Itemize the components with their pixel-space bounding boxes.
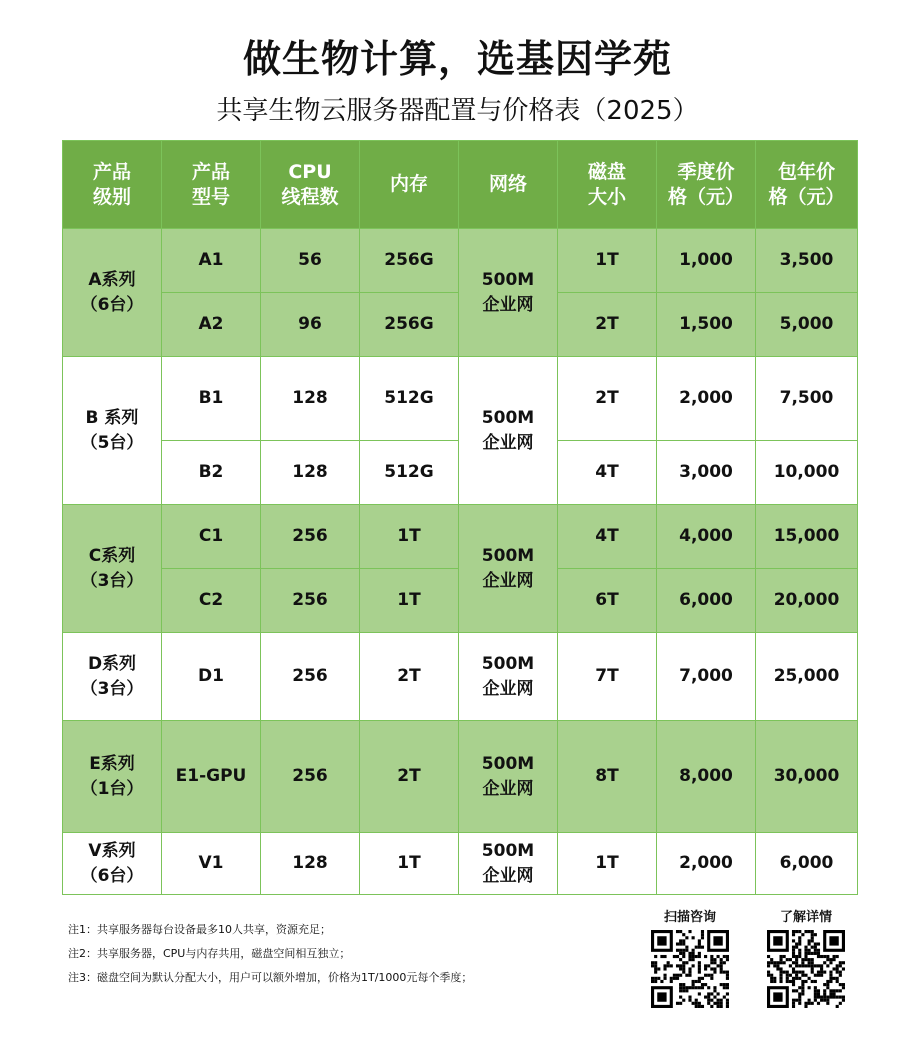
network-cell: 500M 企业网 (459, 505, 558, 633)
quarter-cell: 1,000 (657, 229, 756, 293)
quarter-cell: 6,000 (657, 569, 756, 633)
disk-cell: 4T (558, 505, 657, 569)
quarter-cell: 8,000 (657, 721, 756, 833)
page-title: 做生物计算，选基因学苑 (242, 37, 672, 81)
price-table (62, 140, 858, 895)
qr-label: 了解详情 (779, 910, 832, 925)
qr-code-icon (767, 930, 845, 1008)
table-row (63, 505, 858, 569)
notes (68, 918, 472, 990)
memory-cell: 1T (360, 833, 459, 895)
series-cell: V系列 （6台） (63, 833, 162, 895)
year-cell: 6,000 (756, 833, 858, 895)
header-model: 产品 型号 (162, 141, 261, 229)
series-cell: B 系列 （5台） (63, 357, 162, 505)
disk-cell: 8T (558, 721, 657, 833)
series-cell: A系列 （6台） (63, 229, 162, 357)
disk-cell: 2T (558, 357, 657, 441)
table-row (63, 833, 858, 895)
table-row (63, 721, 858, 833)
year-cell: 3,500 (756, 229, 858, 293)
memory-cell: 512G (360, 357, 459, 441)
cpu-cell: 56 (261, 229, 360, 293)
year-cell: 25,000 (756, 633, 858, 721)
year-cell: 5,000 (756, 293, 858, 357)
memory-cell: 256G (360, 293, 459, 357)
disk-cell: 2T (558, 293, 657, 357)
header-disk: 磁盘 大小 (558, 141, 657, 229)
network-cell: 500M 企业网 (459, 721, 558, 833)
qr-consult[interactable] (648, 908, 732, 1008)
table-row (63, 357, 858, 441)
series-cell: C系列 （3台） (63, 505, 162, 633)
header-level: 产品 级别 (63, 141, 162, 229)
cpu-cell: 256 (261, 569, 360, 633)
memory-cell: 512G (360, 441, 459, 505)
cpu-cell: 256 (261, 505, 360, 569)
cpu-cell: 256 (261, 633, 360, 721)
qr-label: 扫描咨询 (663, 910, 716, 925)
header-quarter-price: 季度价 格（元） (657, 141, 756, 229)
quarter-cell: 2,000 (657, 357, 756, 441)
note-item: 注3：磁盘空间为默认分配大小，用户可以额外增加，价格为1T/1000元每个季度； (68, 971, 473, 984)
model-cell: E1-GPU (162, 721, 261, 833)
network-cell: 500M 企业网 (459, 633, 558, 721)
disk-cell: 7T (558, 633, 657, 721)
year-cell: 10,000 (756, 441, 858, 505)
model-cell: A1 (162, 229, 261, 293)
year-cell: 7,500 (756, 357, 858, 441)
model-cell: B1 (162, 357, 261, 441)
table-row (63, 633, 858, 721)
header-cpu: CPU 线程数 (261, 141, 360, 229)
model-cell: D1 (162, 633, 261, 721)
memory-cell: 2T (360, 633, 459, 721)
model-cell: C1 (162, 505, 261, 569)
qr-details[interactable] (764, 908, 848, 1008)
disk-cell: 4T (558, 441, 657, 505)
year-cell: 20,000 (756, 569, 858, 633)
cpu-cell: 128 (261, 441, 360, 505)
table-row (63, 229, 858, 293)
header-year-price: 包年价 格（元） (756, 141, 858, 229)
model-cell: B2 (162, 441, 261, 505)
network-cell: 500M 企业网 (459, 833, 558, 895)
table-header-row (63, 141, 858, 229)
disk-cell: 1T (558, 833, 657, 895)
year-cell: 15,000 (756, 505, 858, 569)
series-cell: E系列 （1台） (63, 721, 162, 833)
header-memory: 内存 (360, 141, 459, 229)
memory-cell: 1T (360, 505, 459, 569)
disk-cell: 6T (558, 569, 657, 633)
cpu-cell: 128 (261, 833, 360, 895)
cpu-cell: 96 (261, 293, 360, 357)
memory-cell: 1T (360, 569, 459, 633)
note-item: 注2：共享服务器，CPU与内存共用，磁盘空间相互独立； (68, 947, 351, 960)
header-network: 网络 (459, 141, 558, 229)
disk-cell: 1T (558, 229, 657, 293)
year-cell: 30,000 (756, 721, 858, 833)
model-cell: V1 (162, 833, 261, 895)
model-cell: C2 (162, 569, 261, 633)
qr-code-icon (651, 930, 729, 1008)
network-cell: 500M 企业网 (459, 229, 558, 357)
memory-cell: 2T (360, 721, 459, 833)
quarter-cell: 4,000 (657, 505, 756, 569)
network-cell: 500M 企业网 (459, 357, 558, 505)
cpu-cell: 128 (261, 357, 360, 441)
quarter-cell: 1,500 (657, 293, 756, 357)
model-cell: A2 (162, 293, 261, 357)
quarter-cell: 3,000 (657, 441, 756, 505)
quarter-cell: 2,000 (657, 833, 756, 895)
page-subtitle: 共享生物云服务器配置与价格表（2025） (216, 96, 699, 126)
quarter-cell: 7,000 (657, 633, 756, 721)
note-item: 注1：共享服务器每台设备最多10人共享，资源充足； (68, 923, 331, 936)
cpu-cell: 256 (261, 721, 360, 833)
series-cell: D系列 （3台） (63, 633, 162, 721)
memory-cell: 256G (360, 229, 459, 293)
